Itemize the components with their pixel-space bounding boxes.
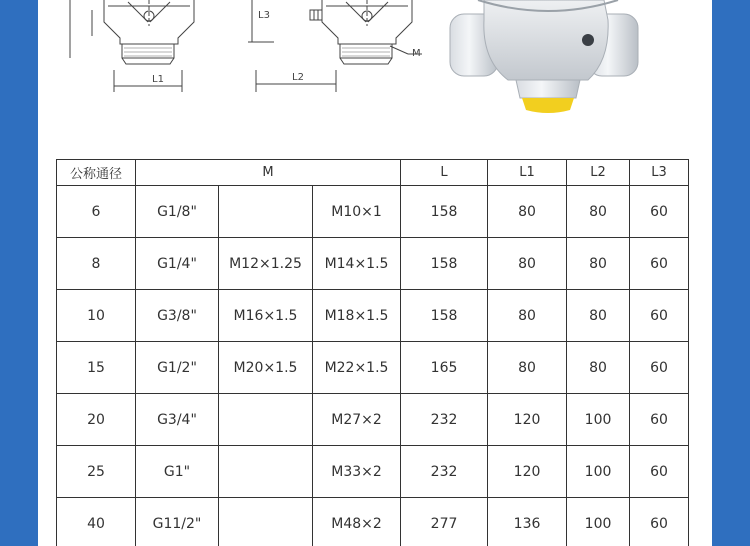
table-row — [57, 238, 689, 290]
cell-thread-m1: M12×1.25 — [219, 238, 313, 290]
table-row — [57, 394, 689, 446]
header-l: L — [401, 160, 488, 186]
header-l1: L1 — [488, 160, 567, 186]
cell-l1: 136 — [488, 498, 567, 546]
cell-thread-g: G3/4" — [136, 394, 219, 446]
label-l2: L2 — [292, 72, 304, 83]
cell-l2: 100 — [567, 394, 630, 446]
dimension-drawing — [52, 0, 432, 110]
cell-l: 158 — [401, 186, 488, 238]
cell-thread-m2: M48×2 — [313, 498, 401, 546]
cell-l3: 60 — [630, 342, 689, 394]
cell-l3: 60 — [630, 446, 689, 498]
cell-thread-m2: M18×1.5 — [313, 290, 401, 342]
cell-thread-g: G1/2" — [136, 342, 219, 394]
cell-l2: 80 — [567, 342, 630, 394]
cell-thread-m1: M16×1.5 — [219, 290, 313, 342]
cell-thread-m2: M10×1 — [313, 186, 401, 238]
cell-thread-g: G3/8" — [136, 290, 219, 342]
label-l3: L3 — [258, 10, 270, 21]
cell-l: 277 — [401, 498, 488, 546]
header-l2: L2 — [567, 160, 630, 186]
header-nominal-diameter: 公称通径 — [57, 160, 136, 186]
cell-l: 158 — [401, 290, 488, 342]
cell-l3: 60 — [630, 238, 689, 290]
cell-thread-m2: M22×1.5 — [313, 342, 401, 394]
cell-nominal: 15 — [57, 342, 136, 394]
cell-nominal: 6 — [57, 186, 136, 238]
cell-l3: 60 — [630, 186, 689, 238]
cell-nominal: 20 — [57, 394, 136, 446]
label-m: M — [412, 48, 421, 59]
cell-thread-g: G11/2" — [136, 498, 219, 546]
product-photo-svg — [438, 0, 658, 120]
cell-thread-m1 — [219, 394, 313, 446]
cell-nominal: 40 — [57, 498, 136, 546]
dimension-drawing-svg — [52, 0, 432, 110]
table-row — [57, 186, 689, 238]
cell-l1: 80 — [488, 342, 567, 394]
cell-thread-g: G1/8" — [136, 186, 219, 238]
cell-l1: 120 — [488, 394, 567, 446]
cell-thread-m2: M33×2 — [313, 446, 401, 498]
header-l3: L3 — [630, 160, 689, 186]
cell-l1: 80 — [488, 186, 567, 238]
label-l1: L1 — [152, 74, 164, 85]
cell-nominal: 8 — [57, 238, 136, 290]
table-row — [57, 498, 689, 546]
table-row — [57, 290, 689, 342]
cell-l2: 80 — [567, 290, 630, 342]
cell-thread-m1 — [219, 446, 313, 498]
cell-thread-g: G1/4" — [136, 238, 219, 290]
cell-l3: 60 — [630, 290, 689, 342]
cell-l2: 80 — [567, 238, 630, 290]
cell-l: 232 — [401, 446, 488, 498]
cell-l: 232 — [401, 394, 488, 446]
cell-thread-g: G1" — [136, 446, 219, 498]
cell-l: 165 — [401, 342, 488, 394]
content-panel — [38, 0, 712, 546]
cell-nominal: 10 — [57, 290, 136, 342]
cell-l1: 80 — [488, 290, 567, 342]
cell-l2: 80 — [567, 186, 630, 238]
cell-nominal: 25 — [57, 446, 136, 498]
cell-l3: 60 — [630, 394, 689, 446]
cell-l3: 60 — [630, 498, 689, 546]
cell-thread-m1 — [219, 498, 313, 546]
cell-l2: 100 — [567, 446, 630, 498]
header-m: M — [136, 160, 401, 186]
cell-thread-m1: M20×1.5 — [219, 342, 313, 394]
product-photo — [438, 0, 658, 120]
cell-thread-m1 — [219, 186, 313, 238]
cell-thread-m2: M14×1.5 — [313, 238, 401, 290]
cell-thread-m2: M27×2 — [313, 394, 401, 446]
table-header-row — [57, 160, 689, 186]
spec-table — [56, 159, 689, 546]
cell-l2: 100 — [567, 498, 630, 546]
table-row — [57, 446, 689, 498]
cell-l1: 120 — [488, 446, 567, 498]
table-row — [57, 342, 689, 394]
cell-l1: 80 — [488, 238, 567, 290]
cell-l: 158 — [401, 238, 488, 290]
